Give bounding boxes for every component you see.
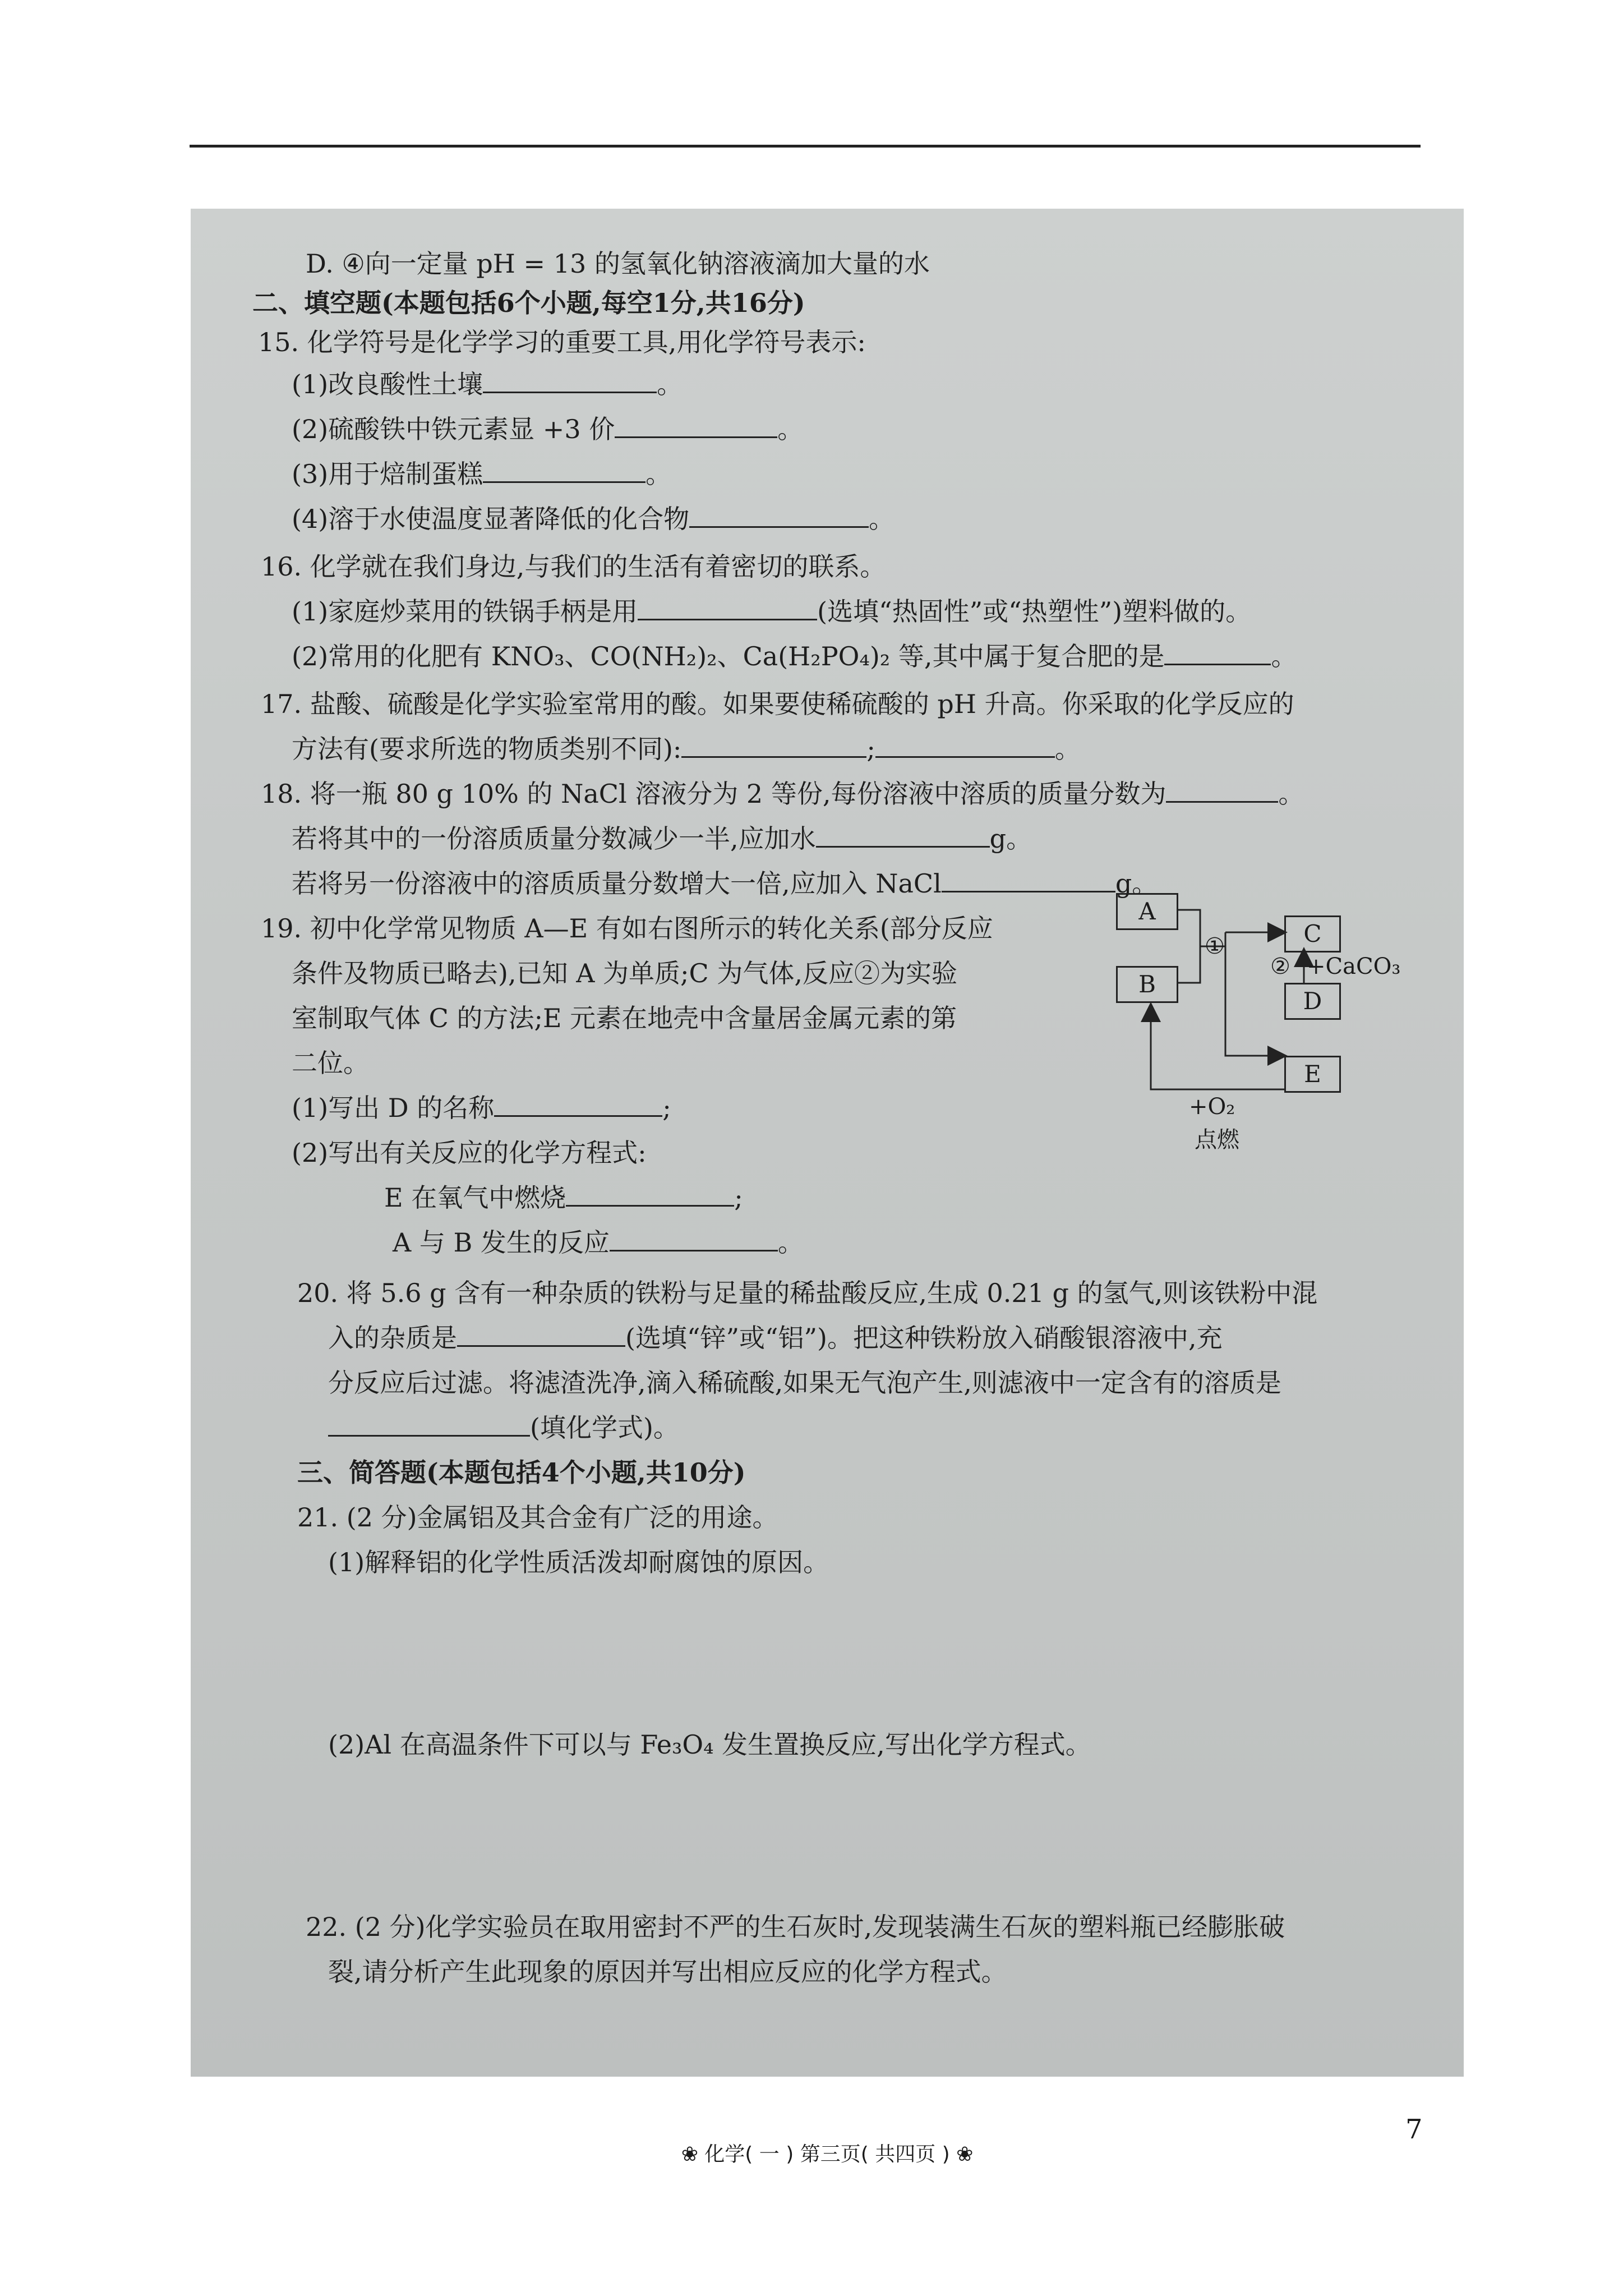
q19-stem-3: 室制取气体 C 的方法;E 元素在地壳中含量居金属元素的第 <box>292 1003 957 1033</box>
q17-methods: 方法有(要求所选的物质类别不同): ; 。 <box>292 734 1081 764</box>
box-a: A <box>1116 893 1178 930</box>
ignite-label: 点燃 <box>1195 1127 1239 1153</box>
q19-2-e: E 在氧气中燃烧 ; <box>384 1182 743 1213</box>
section-two-heading: 二、填空题(本题包括6个小题,每空1分,共16分) <box>252 288 805 318</box>
q16-1: (1)家庭炒菜用的铁锅手柄是用 (选填“热固性”或“热塑性”)塑料做的。 <box>292 596 1252 627</box>
q15-2-blank[interactable] <box>615 414 777 438</box>
q17-blank-1[interactable] <box>681 734 866 758</box>
q16-2-blank[interactable] <box>1164 641 1271 665</box>
q20-stem-3: 分反应后过滤。将滤渣洗净,滴入稀硫酸,如果无气泡产生,则滤液中一定含有的溶质是 <box>328 1368 1281 1398</box>
q18-stem: 18. 将一瓶 80 g 10% 的 NaCl 溶液分为 2 等份,每份溶液中溶质的质量分数为 。 <box>261 779 1304 809</box>
q20-stem-2: 入的杂质是 (选填“锌”或“铝”)。把这种铁粉放入硝酸银溶液中,充 <box>328 1323 1223 1353</box>
q21-stem: 21. (2 分)金属铝及其合金有广泛的用途。 <box>297 1502 778 1533</box>
q15-3-blank[interactable] <box>483 459 645 483</box>
option-d: D. ④向一定量 pH = 13 的氢氧化钠溶液滴加大量的水 <box>306 249 930 279</box>
q15-4: (4)溶于水使温度显著降低的化合物 。 <box>292 504 895 534</box>
q19-1: (1)写出 D 的名称 ; <box>292 1093 671 1123</box>
q15-stem: 15. 化学符号是化学学习的重要工具,用化学符号表示: <box>258 327 866 357</box>
q20-blank-2[interactable] <box>328 1412 530 1437</box>
box-e: E <box>1284 1056 1341 1093</box>
q19-2: (2)写出有关反应的化学方程式: <box>292 1138 647 1168</box>
q19-2-ab-blank[interactable] <box>610 1227 778 1251</box>
section-three-heading: 三、简答题(本题包括4个小题,共10分) <box>297 1457 746 1488</box>
reaction-1-label: ① <box>1205 933 1225 959</box>
box-d: D <box>1284 983 1341 1020</box>
q19-2-e-blank[interactable] <box>566 1182 734 1207</box>
exam-page-photo <box>191 209 1464 2166</box>
q17-blank-2[interactable] <box>875 734 1055 758</box>
diagram-arrows <box>1116 887 1430 1202</box>
page-footer: ❀ 化学( 一 ) 第三页( 共四页 ) ❀ <box>681 2143 974 2166</box>
q19-stem-2: 条件及物质已略去),已知 A 为单质;C 为气体,反应②为实验 <box>292 958 957 988</box>
q15-2: (2)硫酸铁中铁元素显 +3 价 。 <box>292 414 804 444</box>
q18-2: 若将其中的一份溶质质量分数减少一半,应加水 g。 <box>292 823 1032 854</box>
q19-1-blank[interactable] <box>494 1093 662 1117</box>
q16-2: (2)常用的化肥有 KNO₃、CO(NH₂)₂、Ca(H₂PO₄)₂ 等,其中属于复合肥的是 。 <box>292 641 1297 671</box>
q22-stem-1: 22. (2 分)化学实验员在取用密封不严的生石灰时,发现装满生石灰的塑料瓶已经膨胀破 <box>306 1912 1285 1942</box>
q19-stem-4: 二位。 <box>292 1048 369 1078</box>
q15-3: (3)用于焙制蛋糕 。 <box>292 459 672 489</box>
reaction-2-label: ② <box>1270 954 1290 979</box>
o2-label: +O₂ <box>1189 1094 1235 1120</box>
q21-2: (2)Al 在高温条件下可以与 Fe₃O₄ 发生置换反应,写出化学方程式。 <box>328 1729 1091 1760</box>
q18-blank-1[interactable] <box>1166 779 1278 803</box>
q21-1: (1)解释铝的化学性质活泼却耐腐蚀的原因。 <box>328 1547 829 1577</box>
conversion-diagram <box>1116 887 1430 1202</box>
q19-2-ab: A 与 B 发生的反应 。 <box>393 1227 804 1258</box>
q18-blank-3[interactable] <box>942 868 1115 892</box>
q15-4-blank[interactable] <box>689 504 869 528</box>
q20-stem-1: 20. 将 5.6 g 含有一种杂质的铁粉与足量的稀盐酸反应,生成 0.21 g 的氢气,则该铁粉中混 <box>297 1278 1318 1308</box>
q18-blank-2[interactable] <box>816 823 990 848</box>
q18-3: 若将另一份溶液中的溶质质量分数增大一倍,应加入 NaCl g。 <box>292 868 1158 899</box>
caco3-label: +CaCO₃ <box>1307 954 1401 979</box>
q19-stem-1: 19. 初中化学常见物质 A—E 有如右图所示的转化关系(部分反应 <box>261 913 993 944</box>
q22-stem-2: 裂,请分析产生此现象的原因并写出相应反应的化学方程式。 <box>328 1957 1007 1987</box>
q15-1-blank[interactable] <box>483 369 657 393</box>
q20-stem-4: (填化学式)。 <box>328 1412 679 1443</box>
q16-1-blank[interactable] <box>638 596 817 620</box>
q20-blank-1[interactable] <box>457 1323 625 1347</box>
q15-1: (1)改良酸性土壤 。 <box>292 369 683 399</box>
q17-stem: 17. 盐酸、硫酸是化学实验室常用的酸。如果要使稀硫酸的 pH 升高。你采取的化学反应的 <box>261 689 1294 719</box>
page-number: 7 <box>1405 2114 1423 2145</box>
box-c: C <box>1284 915 1341 953</box>
box-b: B <box>1116 966 1178 1003</box>
top-rule <box>190 145 1421 148</box>
q16-stem: 16. 化学就在我们身边,与我们的生活有着密切的联系。 <box>261 551 886 582</box>
